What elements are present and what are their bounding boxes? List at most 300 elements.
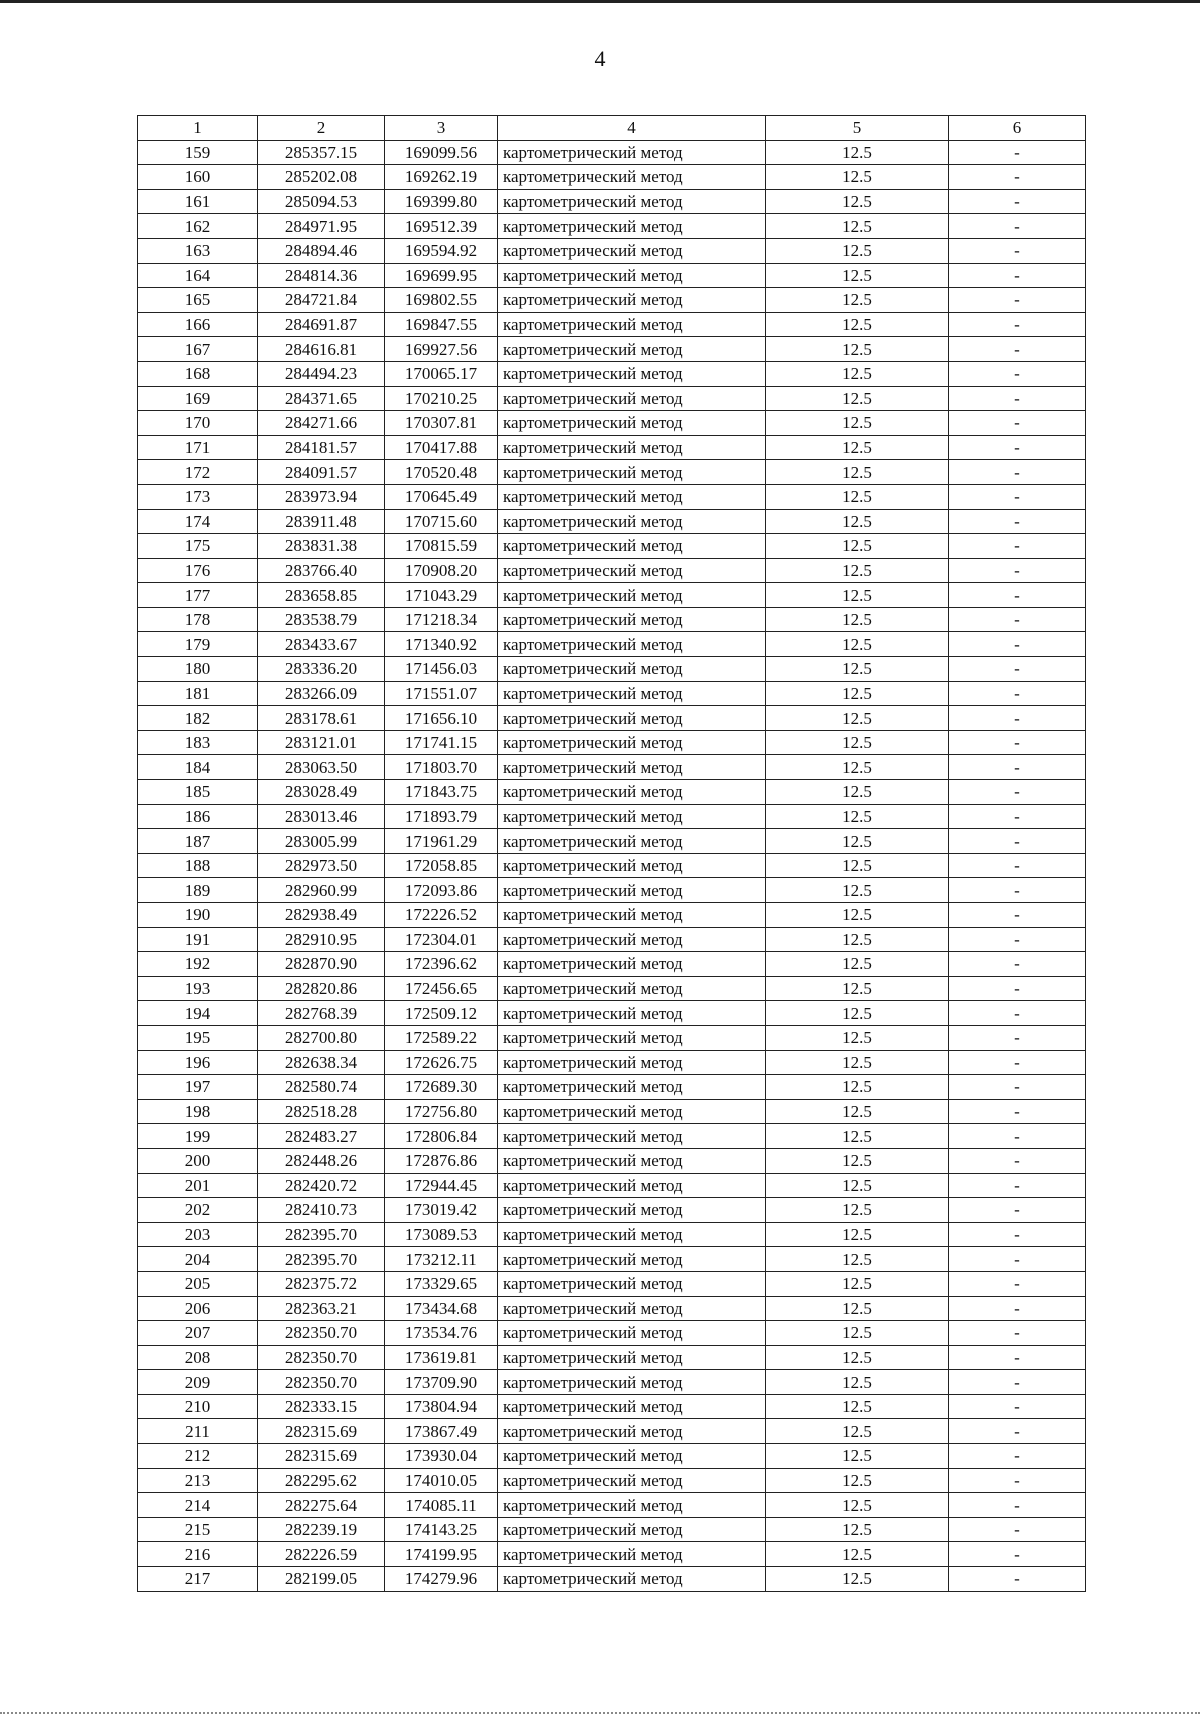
accuracy-cell: 12.5 bbox=[766, 1198, 949, 1223]
x-coordinate-cell: 284181.57 bbox=[258, 435, 385, 460]
accuracy-cell: 12.5 bbox=[766, 1493, 949, 1518]
x-coordinate-cell: 282518.28 bbox=[258, 1099, 385, 1124]
table-row bbox=[138, 1345, 1086, 1370]
method-cell: картометрический метод bbox=[498, 755, 766, 780]
y-coordinate-cell: 170908.20 bbox=[385, 558, 498, 583]
accuracy-cell: 12.5 bbox=[766, 878, 949, 903]
y-coordinate-cell: 174085.11 bbox=[385, 1493, 498, 1518]
method-cell: картометрический метод bbox=[498, 1173, 766, 1198]
accuracy-cell: 12.5 bbox=[766, 1099, 949, 1124]
point-number-cell: 173 bbox=[138, 484, 258, 509]
accuracy-cell: 12.5 bbox=[766, 1394, 949, 1419]
y-coordinate-cell: 173019.42 bbox=[385, 1198, 498, 1223]
note-cell: - bbox=[949, 214, 1086, 239]
bottom-border-rule bbox=[0, 1712, 1200, 1716]
table-row bbox=[138, 1542, 1086, 1567]
point-number-cell: 197 bbox=[138, 1075, 258, 1100]
method-cell: картометрический метод bbox=[498, 607, 766, 632]
note-cell: - bbox=[949, 706, 1086, 731]
x-coordinate-cell: 282275.64 bbox=[258, 1493, 385, 1518]
point-number-cell: 212 bbox=[138, 1444, 258, 1469]
table-header-row bbox=[138, 116, 1086, 141]
accuracy-cell: 12.5 bbox=[766, 1050, 949, 1075]
point-number-cell: 213 bbox=[138, 1468, 258, 1493]
table-row bbox=[138, 165, 1086, 190]
x-coordinate-cell: 283013.46 bbox=[258, 804, 385, 829]
column-header: 5 bbox=[766, 116, 949, 141]
point-number-cell: 182 bbox=[138, 706, 258, 731]
method-cell: картометрический метод bbox=[498, 903, 766, 928]
y-coordinate-cell: 172944.45 bbox=[385, 1173, 498, 1198]
point-number-cell: 171 bbox=[138, 435, 258, 460]
x-coordinate-cell: 282350.70 bbox=[258, 1345, 385, 1370]
accuracy-cell: 12.5 bbox=[766, 1222, 949, 1247]
note-cell: - bbox=[949, 730, 1086, 755]
x-coordinate-cell: 282700.80 bbox=[258, 1025, 385, 1050]
y-coordinate-cell: 173930.04 bbox=[385, 1444, 498, 1469]
point-number-cell: 186 bbox=[138, 804, 258, 829]
point-number-cell: 214 bbox=[138, 1493, 258, 1518]
accuracy-cell: 12.5 bbox=[766, 1321, 949, 1346]
table-row bbox=[138, 361, 1086, 386]
method-cell: картометрический метод bbox=[498, 1050, 766, 1075]
method-cell: картометрический метод bbox=[498, 829, 766, 854]
table-row bbox=[138, 1271, 1086, 1296]
method-cell: картометрический метод bbox=[498, 1271, 766, 1296]
accuracy-cell: 12.5 bbox=[766, 435, 949, 460]
y-coordinate-cell: 171843.75 bbox=[385, 780, 498, 805]
accuracy-cell: 12.5 bbox=[766, 583, 949, 608]
note-cell: - bbox=[949, 460, 1086, 485]
accuracy-cell: 12.5 bbox=[766, 903, 949, 928]
accuracy-cell: 12.5 bbox=[766, 238, 949, 263]
x-coordinate-cell: 283005.99 bbox=[258, 829, 385, 854]
note-cell: - bbox=[949, 263, 1086, 288]
y-coordinate-cell: 170065.17 bbox=[385, 361, 498, 386]
x-coordinate-cell: 282483.27 bbox=[258, 1124, 385, 1149]
method-cell: картометрический метод bbox=[498, 1567, 766, 1592]
accuracy-cell: 12.5 bbox=[766, 140, 949, 165]
accuracy-cell: 12.5 bbox=[766, 804, 949, 829]
accuracy-cell: 12.5 bbox=[766, 484, 949, 509]
x-coordinate-cell: 283973.94 bbox=[258, 484, 385, 509]
method-cell: картометрический метод bbox=[498, 1124, 766, 1149]
note-cell: - bbox=[949, 1124, 1086, 1149]
x-coordinate-cell: 282938.49 bbox=[258, 903, 385, 928]
method-cell: картометрический метод bbox=[498, 632, 766, 657]
note-cell: - bbox=[949, 411, 1086, 436]
method-cell: картометрический метод bbox=[498, 1001, 766, 1026]
accuracy-cell: 12.5 bbox=[766, 337, 949, 362]
y-coordinate-cell: 169512.39 bbox=[385, 214, 498, 239]
x-coordinate-cell: 282580.74 bbox=[258, 1075, 385, 1100]
accuracy-cell: 12.5 bbox=[766, 1075, 949, 1100]
page-number: 4 bbox=[594, 46, 606, 71]
y-coordinate-cell: 170210.25 bbox=[385, 386, 498, 411]
y-coordinate-cell: 169699.95 bbox=[385, 263, 498, 288]
point-number-cell: 188 bbox=[138, 853, 258, 878]
table-row bbox=[138, 1075, 1086, 1100]
table-row bbox=[138, 484, 1086, 509]
method-cell: картометрический метод bbox=[498, 952, 766, 977]
note-cell: - bbox=[949, 337, 1086, 362]
table-row bbox=[138, 632, 1086, 657]
point-number-cell: 211 bbox=[138, 1419, 258, 1444]
y-coordinate-cell: 172876.86 bbox=[385, 1148, 498, 1173]
y-coordinate-cell: 172456.65 bbox=[385, 976, 498, 1001]
y-coordinate-cell: 173867.49 bbox=[385, 1419, 498, 1444]
table-row bbox=[138, 386, 1086, 411]
method-cell: картометрический метод bbox=[498, 263, 766, 288]
y-coordinate-cell: 173804.94 bbox=[385, 1394, 498, 1419]
y-coordinate-cell: 171456.03 bbox=[385, 657, 498, 682]
accuracy-cell: 12.5 bbox=[766, 263, 949, 288]
y-coordinate-cell: 172756.80 bbox=[385, 1099, 498, 1124]
point-number-cell: 166 bbox=[138, 312, 258, 337]
method-cell: картометрический метод bbox=[498, 509, 766, 534]
y-coordinate-cell: 170307.81 bbox=[385, 411, 498, 436]
x-coordinate-cell: 284271.66 bbox=[258, 411, 385, 436]
x-coordinate-cell: 282638.34 bbox=[258, 1050, 385, 1075]
y-coordinate-cell: 174199.95 bbox=[385, 1542, 498, 1567]
table-row bbox=[138, 829, 1086, 854]
y-coordinate-cell: 171961.29 bbox=[385, 829, 498, 854]
x-coordinate-cell: 283831.38 bbox=[258, 534, 385, 559]
note-cell: - bbox=[949, 607, 1086, 632]
accuracy-cell: 12.5 bbox=[766, 632, 949, 657]
table-row bbox=[138, 509, 1086, 534]
table-row bbox=[138, 657, 1086, 682]
y-coordinate-cell: 174010.05 bbox=[385, 1468, 498, 1493]
accuracy-cell: 12.5 bbox=[766, 1148, 949, 1173]
y-coordinate-cell: 173619.81 bbox=[385, 1345, 498, 1370]
x-coordinate-cell: 282315.69 bbox=[258, 1419, 385, 1444]
y-coordinate-cell: 169099.56 bbox=[385, 140, 498, 165]
x-coordinate-cell: 282910.95 bbox=[258, 927, 385, 952]
y-coordinate-cell: 171551.07 bbox=[385, 681, 498, 706]
method-cell: картометрический метод bbox=[498, 878, 766, 903]
note-cell: - bbox=[949, 1468, 1086, 1493]
accuracy-cell: 12.5 bbox=[766, 189, 949, 214]
table-row bbox=[138, 460, 1086, 485]
y-coordinate-cell: 169399.80 bbox=[385, 189, 498, 214]
table-row bbox=[138, 288, 1086, 313]
note-cell: - bbox=[949, 1025, 1086, 1050]
point-number-cell: 178 bbox=[138, 607, 258, 632]
method-cell: картометрический метод bbox=[498, 361, 766, 386]
method-cell: картометрический метод bbox=[498, 804, 766, 829]
table-row bbox=[138, 337, 1086, 362]
accuracy-cell: 12.5 bbox=[766, 706, 949, 731]
table-row bbox=[138, 927, 1086, 952]
table-row bbox=[138, 1419, 1086, 1444]
x-coordinate-cell: 283063.50 bbox=[258, 755, 385, 780]
table-row bbox=[138, 312, 1086, 337]
point-number-cell: 209 bbox=[138, 1370, 258, 1395]
note-cell: - bbox=[949, 288, 1086, 313]
method-cell: картометрический метод bbox=[498, 706, 766, 731]
table-row bbox=[138, 780, 1086, 805]
note-cell: - bbox=[949, 976, 1086, 1001]
table-row bbox=[138, 1468, 1086, 1493]
y-coordinate-cell: 171741.15 bbox=[385, 730, 498, 755]
point-number-cell: 161 bbox=[138, 189, 258, 214]
table-row bbox=[138, 952, 1086, 977]
y-coordinate-cell: 173709.90 bbox=[385, 1370, 498, 1395]
accuracy-cell: 12.5 bbox=[766, 1124, 949, 1149]
method-cell: картометрический метод bbox=[498, 583, 766, 608]
x-coordinate-cell: 284371.65 bbox=[258, 386, 385, 411]
point-number-cell: 160 bbox=[138, 165, 258, 190]
table-row bbox=[138, 1517, 1086, 1542]
x-coordinate-cell: 284894.46 bbox=[258, 238, 385, 263]
column-header: 6 bbox=[949, 116, 1086, 141]
note-cell: - bbox=[949, 558, 1086, 583]
note-cell: - bbox=[949, 189, 1086, 214]
method-cell: картометрический метод bbox=[498, 1321, 766, 1346]
point-number-cell: 210 bbox=[138, 1394, 258, 1419]
x-coordinate-cell: 282960.99 bbox=[258, 878, 385, 903]
y-coordinate-cell: 170520.48 bbox=[385, 460, 498, 485]
x-coordinate-cell: 282448.26 bbox=[258, 1148, 385, 1173]
accuracy-cell: 12.5 bbox=[766, 1345, 949, 1370]
point-number-cell: 205 bbox=[138, 1271, 258, 1296]
accuracy-cell: 12.5 bbox=[766, 780, 949, 805]
y-coordinate-cell: 169802.55 bbox=[385, 288, 498, 313]
note-cell: - bbox=[949, 534, 1086, 559]
accuracy-cell: 12.5 bbox=[766, 927, 949, 952]
point-number-cell: 215 bbox=[138, 1517, 258, 1542]
method-cell: картометрический метод bbox=[498, 140, 766, 165]
y-coordinate-cell: 173434.68 bbox=[385, 1296, 498, 1321]
point-number-cell: 202 bbox=[138, 1198, 258, 1223]
x-coordinate-cell: 282410.73 bbox=[258, 1198, 385, 1223]
note-cell: - bbox=[949, 1419, 1086, 1444]
point-number-cell: 198 bbox=[138, 1099, 258, 1124]
accuracy-cell: 12.5 bbox=[766, 657, 949, 682]
note-cell: - bbox=[949, 165, 1086, 190]
note-cell: - bbox=[949, 829, 1086, 854]
note-cell: - bbox=[949, 1321, 1086, 1346]
x-coordinate-cell: 282820.86 bbox=[258, 976, 385, 1001]
x-coordinate-cell: 284814.36 bbox=[258, 263, 385, 288]
method-cell: картометрический метод bbox=[498, 1296, 766, 1321]
y-coordinate-cell: 172806.84 bbox=[385, 1124, 498, 1149]
x-coordinate-cell: 284691.87 bbox=[258, 312, 385, 337]
y-coordinate-cell: 172226.52 bbox=[385, 903, 498, 928]
note-cell: - bbox=[949, 755, 1086, 780]
note-cell: - bbox=[949, 1370, 1086, 1395]
point-number-cell: 201 bbox=[138, 1173, 258, 1198]
point-number-cell: 168 bbox=[138, 361, 258, 386]
table-row bbox=[138, 1222, 1086, 1247]
table-row bbox=[138, 1124, 1086, 1149]
point-number-cell: 162 bbox=[138, 214, 258, 239]
accuracy-cell: 12.5 bbox=[766, 165, 949, 190]
point-number-cell: 187 bbox=[138, 829, 258, 854]
accuracy-cell: 12.5 bbox=[766, 1468, 949, 1493]
note-cell: - bbox=[949, 1394, 1086, 1419]
x-coordinate-cell: 283028.49 bbox=[258, 780, 385, 805]
x-coordinate-cell: 284494.23 bbox=[258, 361, 385, 386]
y-coordinate-cell: 172304.01 bbox=[385, 927, 498, 952]
y-coordinate-cell: 171803.70 bbox=[385, 755, 498, 780]
point-number-cell: 194 bbox=[138, 1001, 258, 1026]
x-coordinate-cell: 284971.95 bbox=[258, 214, 385, 239]
point-number-cell: 179 bbox=[138, 632, 258, 657]
y-coordinate-cell: 169847.55 bbox=[385, 312, 498, 337]
y-coordinate-cell: 172093.86 bbox=[385, 878, 498, 903]
note-cell: - bbox=[949, 1001, 1086, 1026]
y-coordinate-cell: 171340.92 bbox=[385, 632, 498, 657]
method-cell: картометрический метод bbox=[498, 1444, 766, 1469]
method-cell: картометрический метод bbox=[498, 927, 766, 952]
table-row bbox=[138, 1198, 1086, 1223]
point-number-cell: 208 bbox=[138, 1345, 258, 1370]
table-row bbox=[138, 1567, 1086, 1592]
y-coordinate-cell: 172589.22 bbox=[385, 1025, 498, 1050]
method-cell: картометрический метод bbox=[498, 1345, 766, 1370]
method-cell: картометрический метод bbox=[498, 1419, 766, 1444]
method-cell: картометрический метод bbox=[498, 730, 766, 755]
note-cell: - bbox=[949, 878, 1086, 903]
accuracy-cell: 12.5 bbox=[766, 1517, 949, 1542]
x-coordinate-cell: 282226.59 bbox=[258, 1542, 385, 1567]
x-coordinate-cell: 282333.15 bbox=[258, 1394, 385, 1419]
table-row bbox=[138, 1370, 1086, 1395]
x-coordinate-cell: 283266.09 bbox=[258, 681, 385, 706]
point-number-cell: 189 bbox=[138, 878, 258, 903]
method-cell: картометрический метод bbox=[498, 238, 766, 263]
x-coordinate-cell: 283178.61 bbox=[258, 706, 385, 731]
accuracy-cell: 12.5 bbox=[766, 1444, 949, 1469]
point-number-cell: 180 bbox=[138, 657, 258, 682]
method-cell: картометрический метод bbox=[498, 337, 766, 362]
accuracy-cell: 12.5 bbox=[766, 214, 949, 239]
note-cell: - bbox=[949, 804, 1086, 829]
method-cell: картометрический метод bbox=[498, 1075, 766, 1100]
method-cell: картометрический метод bbox=[498, 1148, 766, 1173]
note-cell: - bbox=[949, 509, 1086, 534]
table-row bbox=[138, 140, 1086, 165]
method-cell: картометрический метод bbox=[498, 1198, 766, 1223]
point-number-cell: 174 bbox=[138, 509, 258, 534]
method-cell: картометрический метод bbox=[498, 558, 766, 583]
note-cell: - bbox=[949, 1148, 1086, 1173]
method-cell: картометрический метод bbox=[498, 780, 766, 805]
column-header: 1 bbox=[138, 116, 258, 141]
note-cell: - bbox=[949, 1222, 1086, 1247]
accuracy-cell: 12.5 bbox=[766, 952, 949, 977]
note-cell: - bbox=[949, 1050, 1086, 1075]
note-cell: - bbox=[949, 853, 1086, 878]
y-coordinate-cell: 169594.92 bbox=[385, 238, 498, 263]
y-coordinate-cell: 169927.56 bbox=[385, 337, 498, 362]
table-row bbox=[138, 411, 1086, 436]
method-cell: картометрический метод bbox=[498, 1517, 766, 1542]
table-row bbox=[138, 1173, 1086, 1198]
note-cell: - bbox=[949, 140, 1086, 165]
note-cell: - bbox=[949, 484, 1086, 509]
accuracy-cell: 12.5 bbox=[766, 1567, 949, 1592]
point-number-cell: 200 bbox=[138, 1148, 258, 1173]
accuracy-cell: 12.5 bbox=[766, 1001, 949, 1026]
point-number-cell: 190 bbox=[138, 903, 258, 928]
point-number-cell: 177 bbox=[138, 583, 258, 608]
point-number-cell: 172 bbox=[138, 460, 258, 485]
x-coordinate-cell: 284616.81 bbox=[258, 337, 385, 362]
accuracy-cell: 12.5 bbox=[766, 1542, 949, 1567]
point-number-cell: 206 bbox=[138, 1296, 258, 1321]
method-cell: картометрический метод bbox=[498, 1468, 766, 1493]
y-coordinate-cell: 173089.53 bbox=[385, 1222, 498, 1247]
point-number-cell: 175 bbox=[138, 534, 258, 559]
y-coordinate-cell: 171218.34 bbox=[385, 607, 498, 632]
table-row bbox=[138, 583, 1086, 608]
method-cell: картометрический метод bbox=[498, 312, 766, 337]
accuracy-cell: 12.5 bbox=[766, 312, 949, 337]
y-coordinate-cell: 171656.10 bbox=[385, 706, 498, 731]
y-coordinate-cell: 170417.88 bbox=[385, 435, 498, 460]
point-number-cell: 169 bbox=[138, 386, 258, 411]
accuracy-cell: 12.5 bbox=[766, 976, 949, 1001]
y-coordinate-cell: 170645.49 bbox=[385, 484, 498, 509]
x-coordinate-cell: 283121.01 bbox=[258, 730, 385, 755]
table-row bbox=[138, 1050, 1086, 1075]
note-cell: - bbox=[949, 361, 1086, 386]
table-row bbox=[138, 435, 1086, 460]
point-number-cell: 163 bbox=[138, 238, 258, 263]
accuracy-cell: 12.5 bbox=[766, 386, 949, 411]
method-cell: картометрический метод bbox=[498, 165, 766, 190]
x-coordinate-cell: 282768.39 bbox=[258, 1001, 385, 1026]
y-coordinate-cell: 174279.96 bbox=[385, 1567, 498, 1592]
accuracy-cell: 12.5 bbox=[766, 558, 949, 583]
x-coordinate-cell: 284721.84 bbox=[258, 288, 385, 313]
point-number-cell: 159 bbox=[138, 140, 258, 165]
table-row bbox=[138, 1148, 1086, 1173]
point-number-cell: 176 bbox=[138, 558, 258, 583]
point-number-cell: 164 bbox=[138, 263, 258, 288]
top-border-rule bbox=[0, 0, 1200, 9]
accuracy-cell: 12.5 bbox=[766, 411, 949, 436]
x-coordinate-cell: 285357.15 bbox=[258, 140, 385, 165]
table-row bbox=[138, 607, 1086, 632]
accuracy-cell: 12.5 bbox=[766, 534, 949, 559]
accuracy-cell: 12.5 bbox=[766, 730, 949, 755]
y-coordinate-cell: 171043.29 bbox=[385, 583, 498, 608]
method-cell: картометрический метод bbox=[498, 976, 766, 1001]
note-cell: - bbox=[949, 681, 1086, 706]
method-cell: картометрический метод bbox=[498, 1099, 766, 1124]
note-cell: - bbox=[949, 1542, 1086, 1567]
method-cell: картометрический метод bbox=[498, 534, 766, 559]
table-row bbox=[138, 1321, 1086, 1346]
note-cell: - bbox=[949, 1296, 1086, 1321]
accuracy-cell: 12.5 bbox=[766, 1025, 949, 1050]
note-cell: - bbox=[949, 1345, 1086, 1370]
method-cell: картометрический метод bbox=[498, 1394, 766, 1419]
table-row bbox=[138, 534, 1086, 559]
note-cell: - bbox=[949, 632, 1086, 657]
note-cell: - bbox=[949, 952, 1086, 977]
x-coordinate-cell: 283336.20 bbox=[258, 657, 385, 682]
table-row bbox=[138, 1025, 1086, 1050]
table-row bbox=[138, 558, 1086, 583]
accuracy-cell: 12.5 bbox=[766, 509, 949, 534]
note-cell: - bbox=[949, 1099, 1086, 1124]
method-cell: картометрический метод bbox=[498, 411, 766, 436]
